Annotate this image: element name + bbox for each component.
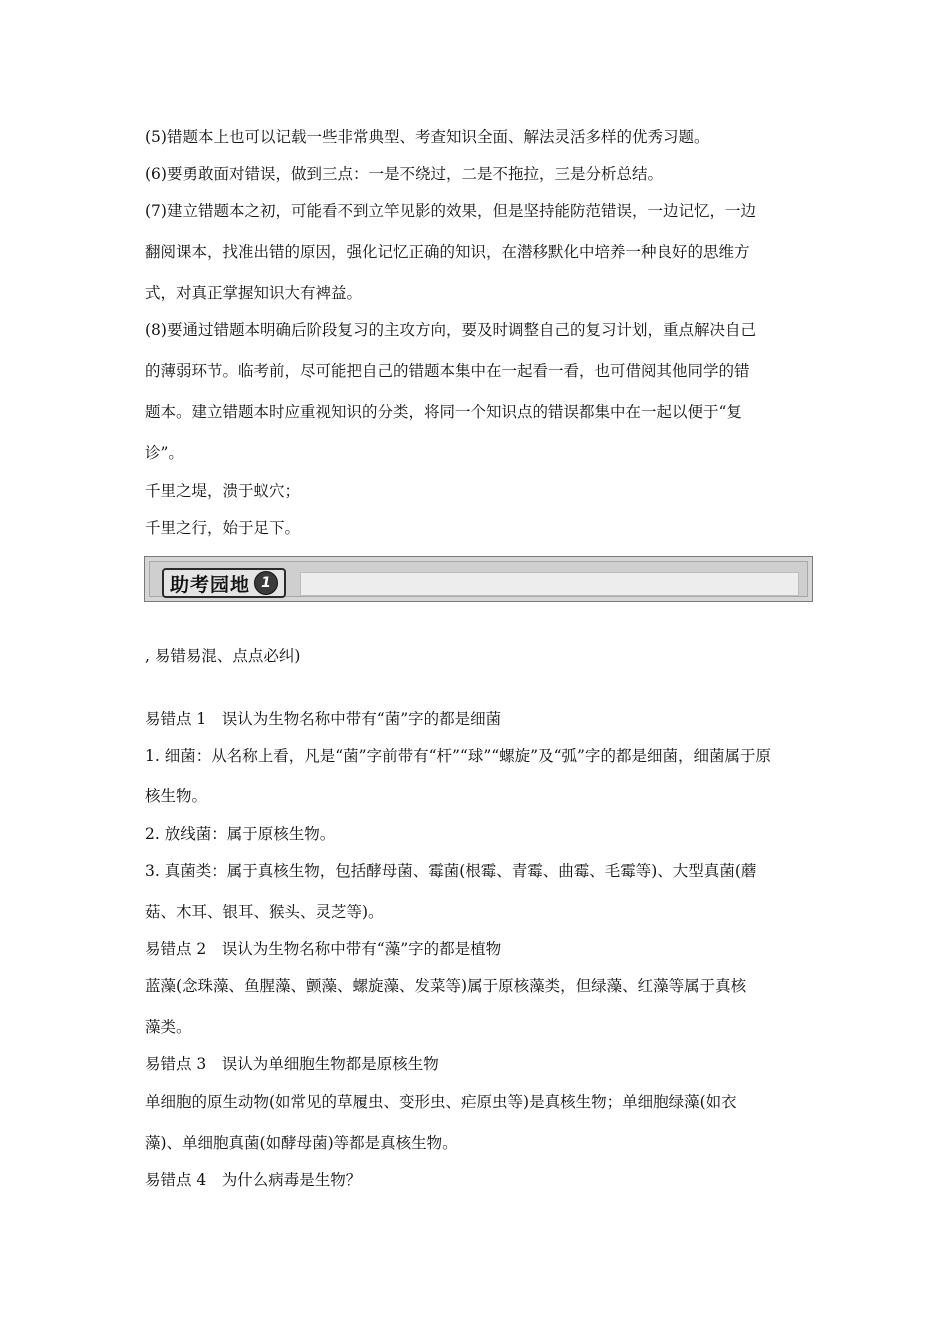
error-point-heading: 易错点 3 误认为单细胞生物都是原核生物 bbox=[145, 1055, 439, 1073]
paragraph-line: 藻)、单细胞真菌(如酵母菌)等都是真核生物。 bbox=[145, 1134, 458, 1152]
banner-frame bbox=[149, 561, 808, 597]
paragraph-line: 单细胞的原生动物(如常见的草履虫、变形虫、疟原虫等)是真核生物；单细胞绿藻(如衣 bbox=[145, 1093, 737, 1111]
paragraph-line: 核生物。 bbox=[145, 787, 208, 805]
paragraph-line: 菇、木耳、银耳、猴头、灵芝等)。 bbox=[145, 903, 384, 921]
paragraph-line: (8)要通过错题本明确后阶段复习的主攻方向，要及时调整自己的复习计划，重点解决自己 bbox=[145, 321, 756, 339]
error-point-heading: 易错点 2 误认为生物名称中带有“藻”字的都是植物 bbox=[145, 940, 502, 958]
paragraph-line: 诊”。 bbox=[145, 444, 184, 462]
banner-title: 助考园地 bbox=[170, 573, 251, 596]
paragraph-line: 的薄弱环节。临考前，尽可能把自己的错题本集中在一起看一看，也可借阅其他同学的错 bbox=[145, 362, 750, 380]
paragraph-line: 3. 真菌类：属于真核生物，包括酵母菌、霉菌(根霉、青霉、曲霉、毛霉等)、大型真菌(蘑 bbox=[145, 862, 757, 880]
error-point-heading: 易错点 1 误认为生物名称中带有“菌”字的都是细菌 bbox=[145, 710, 502, 728]
verse-line: 千里之堤，溃于蚁穴； bbox=[145, 482, 301, 500]
banner-label bbox=[162, 568, 286, 598]
paragraph-line: 1. 细菌：从名称上看，凡是“菌”字前带有“杆”“球”“螺旋”及“弧”字的都是细菌，细菌属于原 bbox=[145, 747, 771, 765]
error-point-heading: 易错点 4 为什么病毒是生物？ bbox=[145, 1171, 362, 1189]
section-banner bbox=[144, 556, 813, 602]
paragraph-line: 题本。建立错题本时应重视知识的分类，将同一个知识点的错误都集中在一起以便于“复 bbox=[145, 403, 742, 421]
paragraph-line: 蓝藻(念珠藻、鱼腥藻、颤藻、螺旋藻、发菜等)属于原核藻类，但绿藻、红藻等属于真核 bbox=[145, 977, 747, 995]
banner-number-badge: 1 bbox=[254, 571, 278, 595]
paragraph-line: (7)建立错题本之初，可能看不到立竿见影的效果，但是坚持能防范错误，一边记忆，一边 bbox=[145, 202, 756, 220]
section-subtitle: , 易错易混、点点必纠) bbox=[145, 647, 301, 665]
paragraph-line: (5)错题本上也可以记载一些非常典型、考查知识全面、解法灵活多样的优秀习题。 bbox=[145, 128, 710, 146]
verse-line: 千里之行，始于足下。 bbox=[145, 519, 301, 537]
paragraph-line: 藻类。 bbox=[145, 1018, 192, 1036]
banner-bar bbox=[300, 572, 799, 596]
paragraph-line: 翻阅课本，找准出错的原因，强化记忆正确的知识，在潜移默化中培养一种良好的思维方 bbox=[145, 243, 750, 261]
paragraph-line: (6)要勇敢面对错误，做到三点：一是不绕过，二是不拖拉，三是分析总结。 bbox=[145, 165, 663, 183]
paragraph-line: 2. 放线菌：属于原核生物。 bbox=[145, 825, 336, 843]
paragraph-line: 式，对真正掌握知识大有裨益。 bbox=[145, 284, 363, 302]
